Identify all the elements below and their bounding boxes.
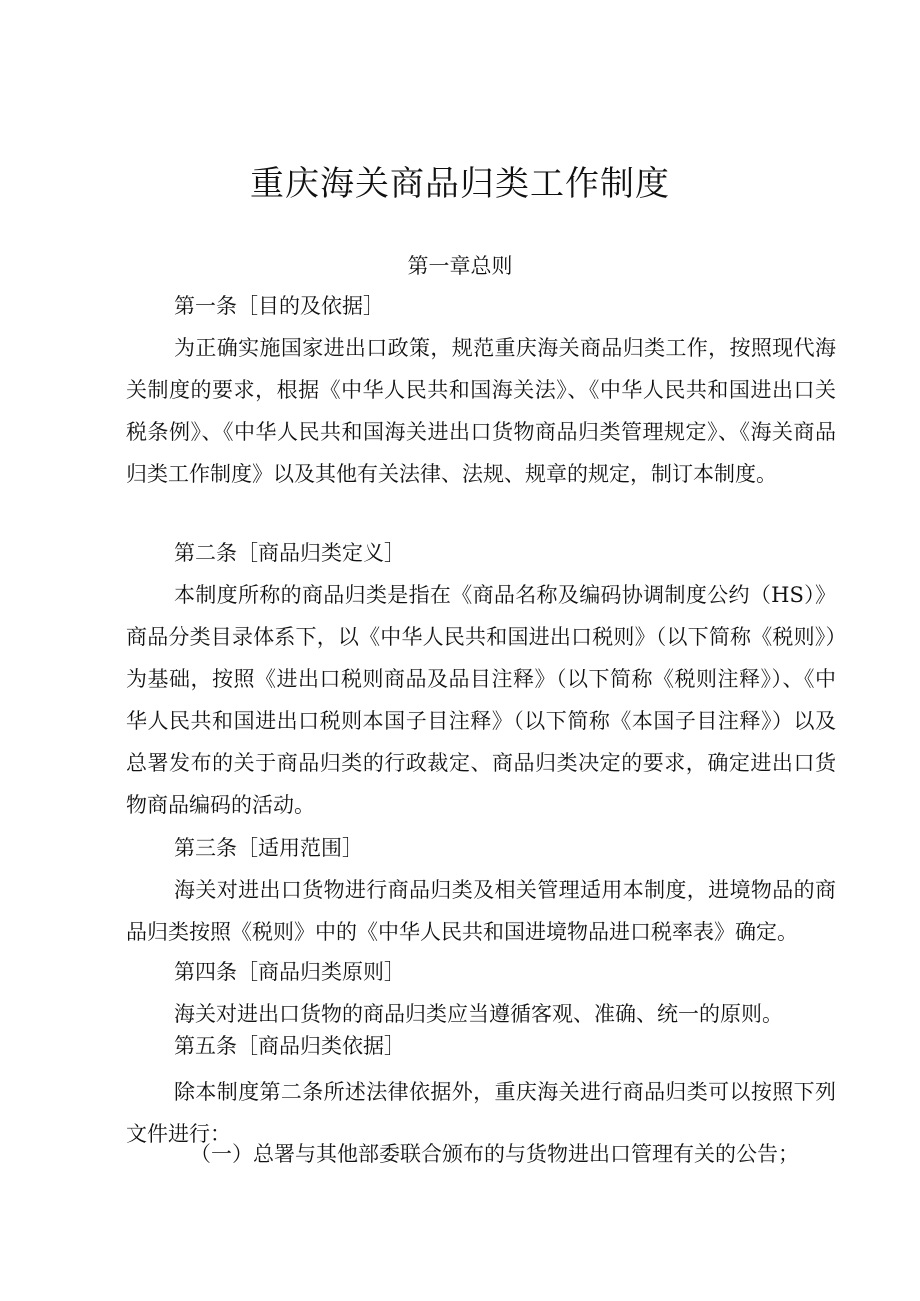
article-5-list-item: （一）总署与其他部委联合颁布的与货物进出口管理有关的公告；: [190, 1142, 799, 1166]
article-1-heading: 第一条［目的及依据］: [174, 294, 384, 318]
article-5-paragraph: 除本制度第二条所述法律依据外，重庆海关进行商品归类可以按照下列文件进行：: [126, 1080, 836, 1146]
article-2-paragraph: 本制度所称的商品归类是指在《商品名称及编码协调制度公约（HS）》商品分类目录体系下，以《中华人民共和国进出口税则》（以下简称《税则》）为基础，按照《进出口税则商品及品目注释》（以下简称《税则注释》）、《中华人民共和国进出口税则本国子目注释》（以下简称《本国子目注释》）以及总署发布的关于商品归类的行政裁定、商品归类决定的要求，确定进出口货物商品编码的活动。: [126, 583, 836, 817]
chapter-heading: 第一章总则: [407, 254, 513, 278]
article-4-paragraph: 海关对进出口货物的商品归类应当遵循客观、准确、统一的原则。: [174, 1002, 783, 1026]
article-3-paragraph: 海关对进出口货物进行商品归类及相关管理适用本制度，进境物品的商品归类按照《税则》中的《中华人民共和国进境物品进口税率表》确定。: [126, 878, 836, 944]
document-title: 重庆海关商品归类工作制度: [250, 164, 670, 204]
article-1-paragraph: 为正确实施国家进出口政策，规范重庆海关商品归类工作，按照现代海关制度的要求，根据《中华人民共和国海关法》、《中华人民共和国进出口关税条例》、《中华人民共和国海关进出口货物商品归类管理规定》、《海关商品归类工作制度》以及其他有关法律、法规、规章的规定，制订本制度。: [126, 336, 836, 486]
article-3-heading: 第三条［适用范围］: [174, 836, 363, 860]
article-2-heading: 第二条［商品归类定义］: [174, 541, 405, 565]
article-4-heading: 第四条［商品归类原则］: [174, 960, 405, 984]
article-5-heading: 第五条［商品归类依据］: [174, 1034, 405, 1058]
